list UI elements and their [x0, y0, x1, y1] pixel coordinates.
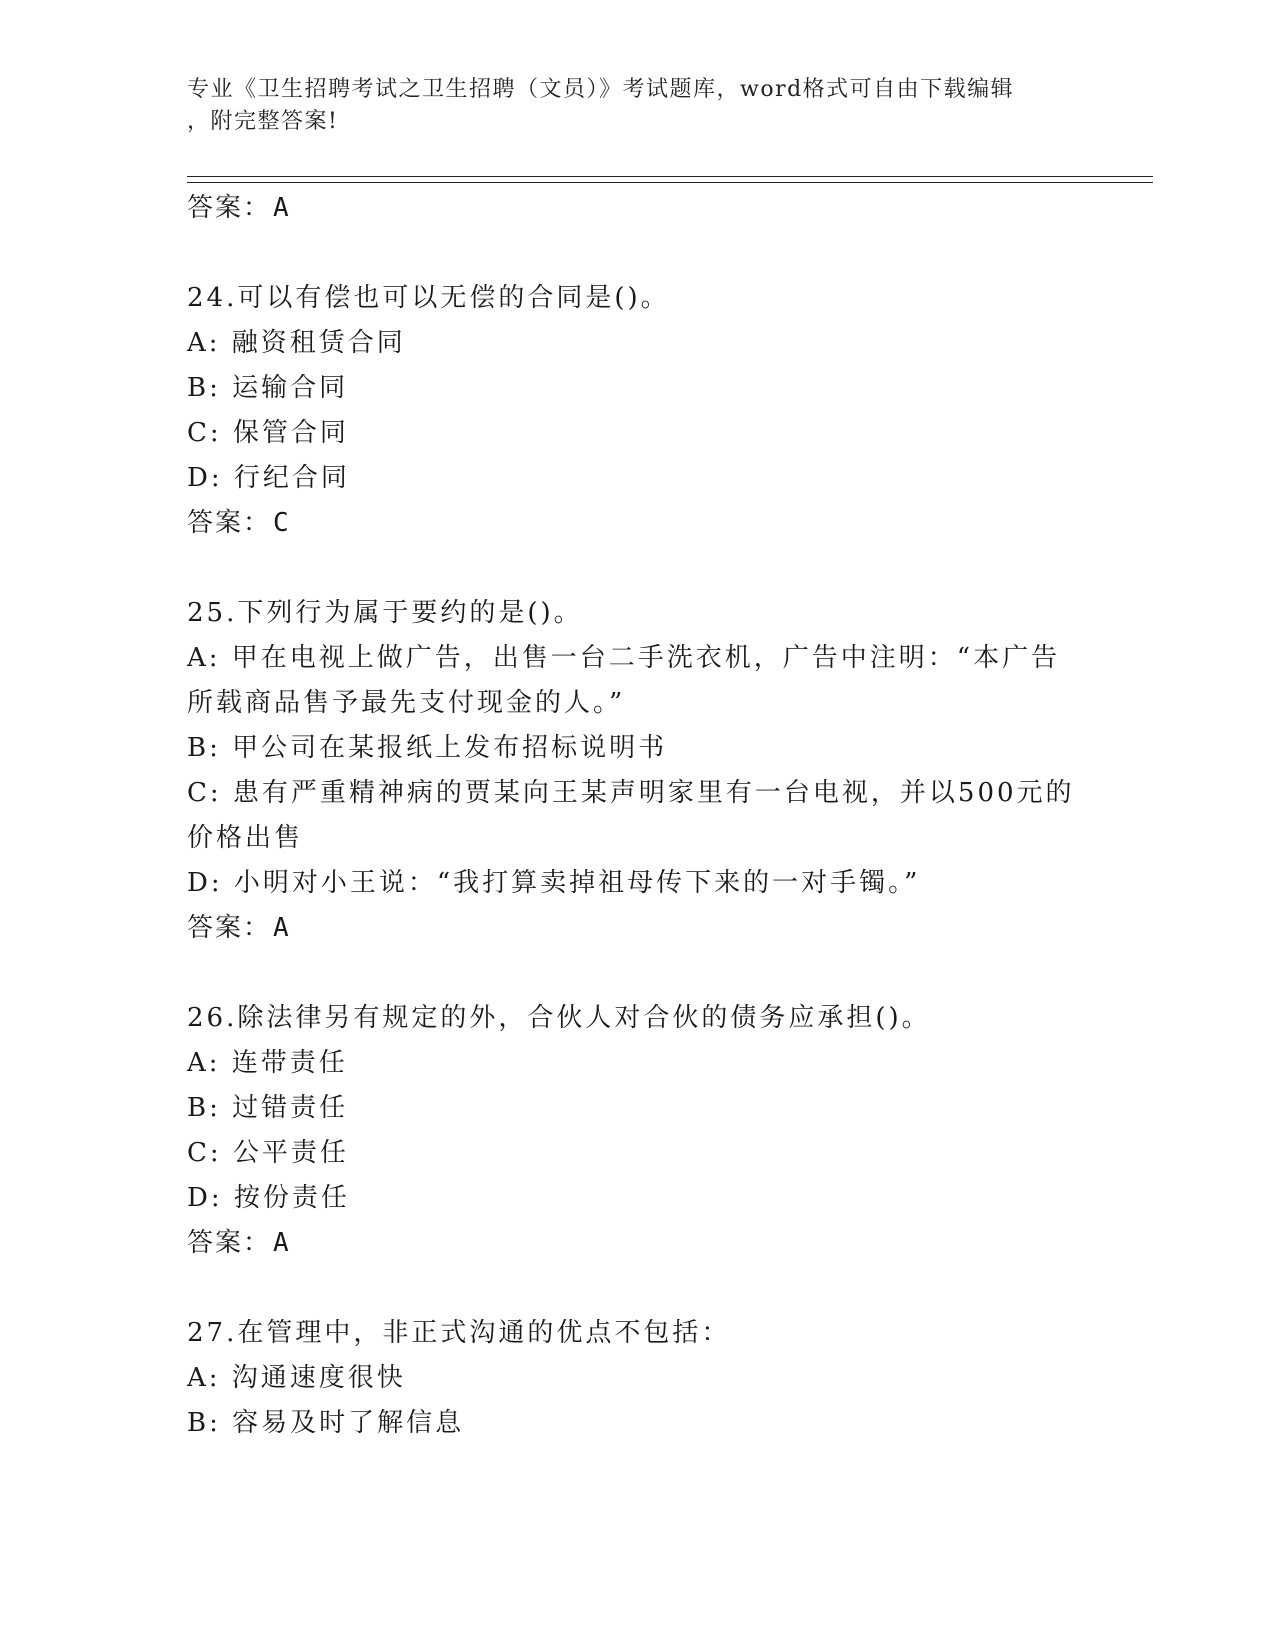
answer-value: A	[273, 1228, 291, 1258]
option-b: B: 容易及时了解信息	[187, 1408, 465, 1438]
answer-label: 答案：	[187, 913, 272, 943]
option-b: B: 过错责任	[187, 1093, 349, 1123]
question-block-27	[187, 1311, 1087, 1446]
option-d: D: 小明对小王说：“我打算卖掉祖母传下来的一对手镯。”	[187, 868, 921, 898]
question-text: 25.下列行为属于要约的是()。	[187, 598, 583, 628]
option-c: C: 保管合同	[187, 418, 349, 448]
spacer	[187, 1266, 1087, 1311]
question-text: 24.可以有偿也可以无偿的合同是()。	[187, 283, 670, 313]
answer-line	[187, 906, 1087, 951]
answer-line	[187, 1221, 1087, 1266]
spacer	[187, 231, 1087, 276]
header-rule-bottom	[187, 182, 1153, 183]
answer-line	[187, 186, 1087, 231]
question-text: 26.除法律另有规定的外，合伙人对合伙的债务应承担()。	[187, 1003, 931, 1033]
option-c: C: 公平责任	[187, 1138, 349, 1168]
option-b: B: 甲公司在某报纸上发布招标说明书	[187, 733, 668, 763]
option-c-continued: 价格出售	[187, 823, 304, 853]
answer-value: C	[273, 508, 291, 538]
option-a-continued: 所载商品售予最先支付现金的人。”	[187, 688, 626, 718]
spacer	[187, 546, 1087, 591]
answer-value: A	[273, 913, 291, 943]
option-b: B: 运输合同	[187, 373, 349, 403]
option-c: C: 患有严重精神病的贾某向王某声明家里有一台电视，并以500元的	[187, 778, 1075, 808]
answer-label: 答案：	[187, 193, 272, 223]
question-text: 27.在管理中，非正式沟通的优点不包括：	[187, 1318, 731, 1348]
question-block-24	[187, 276, 1087, 546]
document-header	[187, 74, 1067, 138]
answer-label: 答案：	[187, 508, 272, 538]
option-d: D: 行纪合同	[187, 463, 350, 493]
option-a: A: 甲在电视上做广告，出售一台二手洗衣机，广告中注明：“本广告	[187, 643, 1061, 673]
option-d: D: 按份责任	[187, 1183, 350, 1213]
answer-value: A	[273, 193, 291, 223]
header-line-1: 专业《卫生招聘考试之卫生招聘（文员）》考试题库，word格式可自由下载编辑	[187, 77, 1015, 102]
option-a: A: 融资租赁合同	[187, 328, 406, 358]
answer-label: 答案：	[187, 1228, 272, 1258]
question-block-25	[187, 591, 1087, 951]
answer-line	[187, 501, 1087, 546]
header-rule-top	[187, 176, 1153, 177]
option-a: A: 连带责任	[187, 1048, 348, 1078]
question-block-26	[187, 996, 1087, 1266]
question-list	[187, 186, 1087, 1446]
header-line-2: ，附完整答案!	[187, 109, 339, 134]
spacer	[187, 951, 1087, 996]
option-a: A: 沟通速度很快	[187, 1363, 406, 1393]
